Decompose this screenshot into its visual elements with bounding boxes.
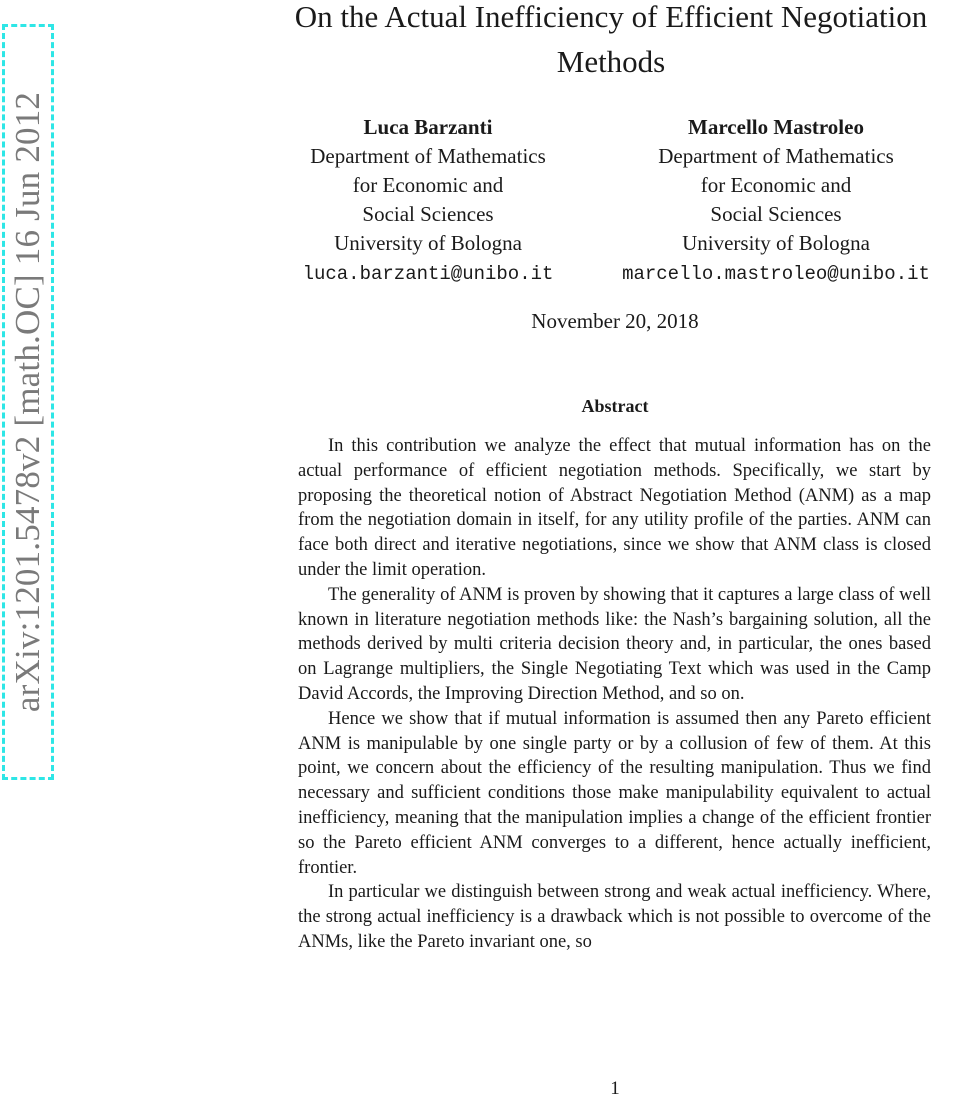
author-block-1 (258, 113, 598, 289)
abstract-body (298, 434, 931, 955)
author-email: luca.barzanti@unibo.it (302, 263, 554, 285)
author-department: Department of Mathematics (658, 144, 894, 168)
author-university: University of Bologna (334, 231, 522, 255)
paper-title (240, 0, 974, 84)
author-name: Luca Barzanti (363, 115, 493, 139)
abstract-paragraph: Hence we show that if mutual information is assumed then any Pareto efficient ANM is manipulable by one single party or by a collusion of few of them. At this point, we concern about the efficiency of the resulting manipulation. Thus we find necessary and sufficient conditions those make manipulability equivalent to actual inefficiency, meaning that the manipulation implies a change of the efficient frontier so the Pareto efficient ANM converges to a different, hence actually inefficient, frontier. (298, 708, 931, 878)
abstract-heading: Abstract (581, 396, 649, 416)
author-department: Social Sciences (710, 202, 842, 226)
paper-date: November 20, 2018 (531, 309, 699, 333)
arxiv-identifier: arXiv:1201.5478v2 [math.OC] 16 Jun 2012 (8, 91, 47, 713)
author-email: marcello.mastroleo@unibo.it (622, 263, 930, 285)
arxiv-stamp (2, 24, 54, 780)
author-department: for Economic and (352, 173, 504, 197)
author-block-2 (606, 113, 946, 289)
paper-title-line-2: Methods (556, 44, 666, 79)
page-number: 1 (610, 1078, 620, 1099)
author-department: for Economic and (700, 173, 852, 197)
paper-title-line-1: On the Actual Inefficiency of Efficient Negotiation (294, 0, 928, 34)
author-name: Marcello Mastroleo (688, 115, 864, 139)
author-university: University of Bologna (682, 231, 870, 255)
abstract-paragraph: The generality of ANM is proven by showing that it captures a large class of well known in literature negotiation methods like: the Nash’s bargaining solution, all the methods derived by multi criteria decision theory and, in particular, the ones based on Lagrange multipliers, the Single Negotiating Text which was used in the Camp David Accords, the Improving Direction Method, and so on. (298, 584, 931, 704)
abstract-paragraph: In particular we distinguish between strong and weak actual inefficiency. Where, the strong actual inefficiency is a drawback which is not possible to overcome of the ANMs, like the Pareto invariant one, so (298, 882, 931, 952)
author-department: Social Sciences (362, 202, 494, 226)
abstract-paragraph: In this contribution we analyze the effect that mutual information has on the actual performance of efficient negotiation methods. Specifically, we start by proposing the theoretical notion of Abstract Negotiation Method (ANM) as a map from the negotiation domain in itself, for any utility profile of the parties. ANM can face both direct and iterative negotiations, since we show that ANM class is closed under the limit operation. (298, 436, 931, 580)
author-department: Department of Mathematics (310, 144, 546, 168)
